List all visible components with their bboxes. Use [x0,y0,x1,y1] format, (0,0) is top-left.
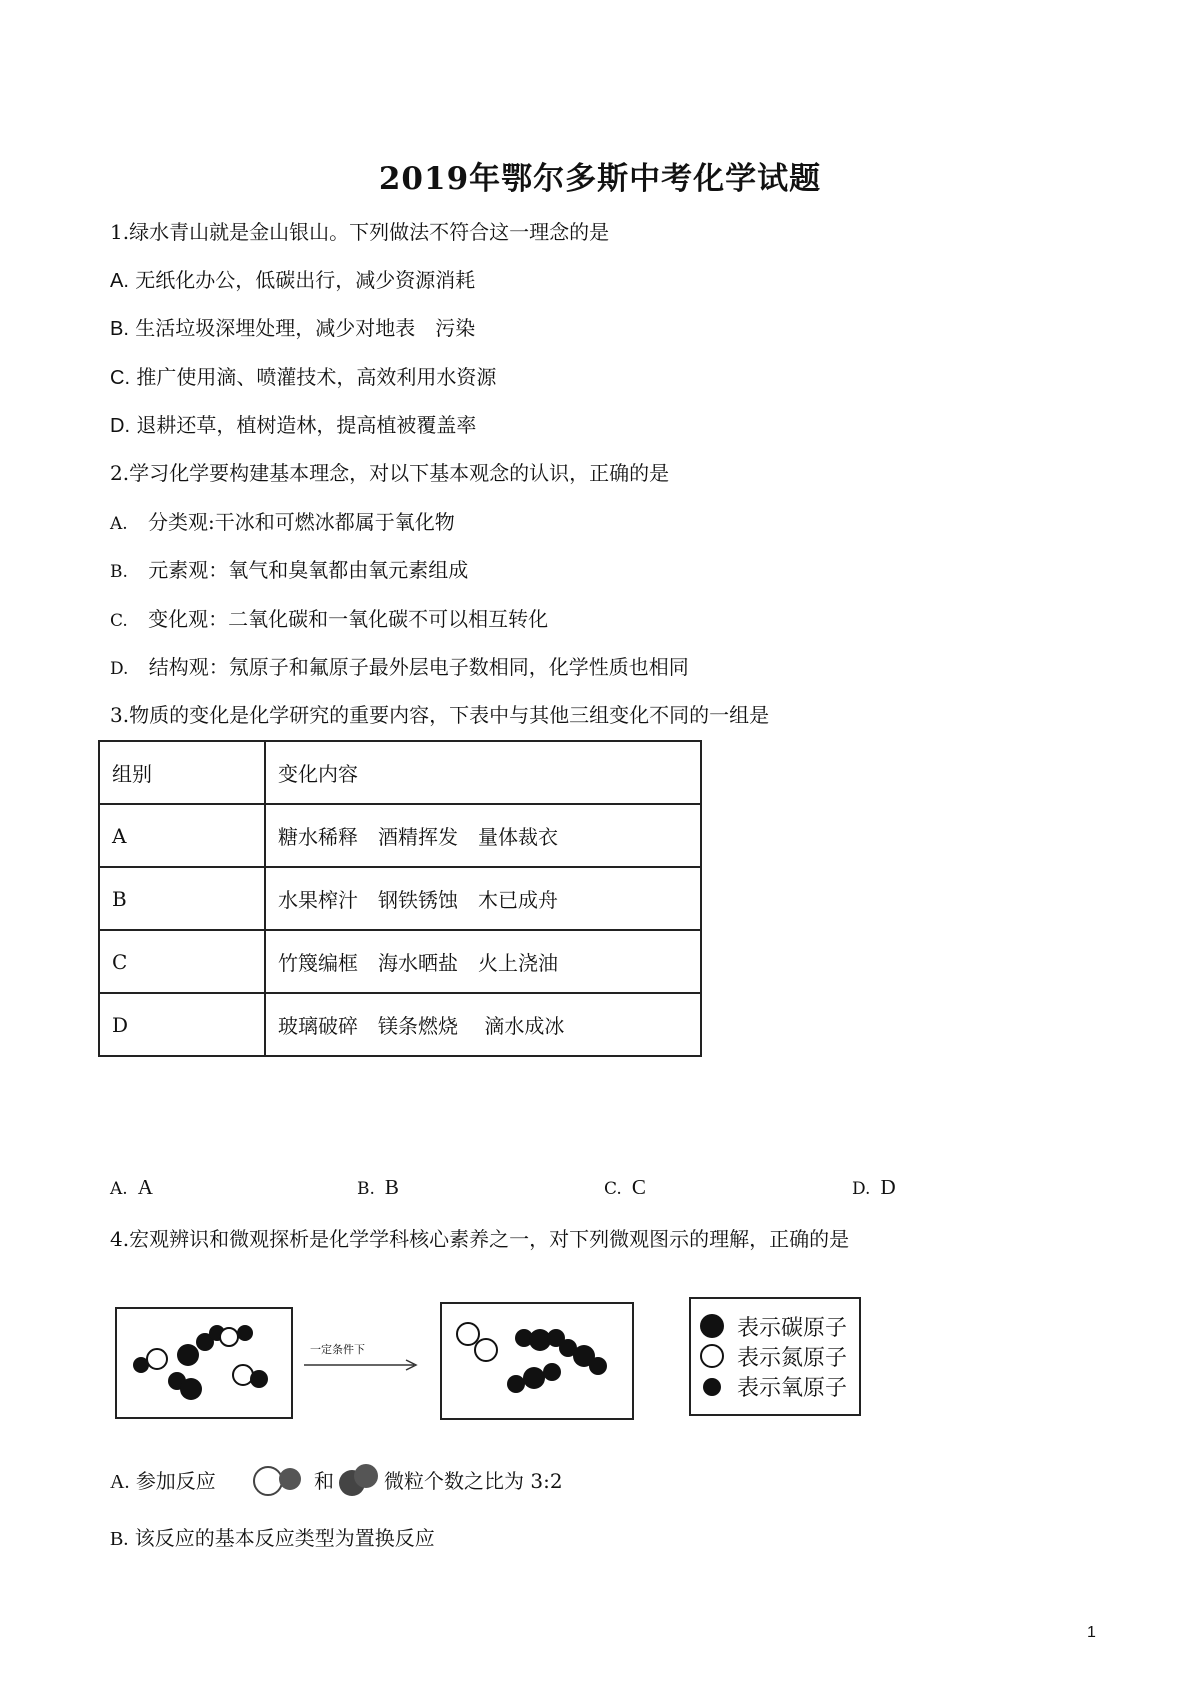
option-key: C. [110,367,130,389]
option-key: B. [110,318,129,340]
question-3-option-b [357,1175,399,1200]
nitrogen-molecule [457,1323,497,1361]
option-text: C [631,1175,646,1199]
products-diagram [440,1302,634,1420]
question-3-option-d [852,1175,896,1200]
reaction-arrow [300,1337,428,1387]
option-text: B [384,1175,399,1199]
carbon-oxygen-molecule [168,1372,202,1400]
table-row [99,930,701,993]
arrow-label: 一定条件下 [310,1343,365,1356]
question-2-option-a [110,508,455,538]
option-text: 退耕还草，植树造林，提高植被覆盖率 [136,413,477,437]
table-row [99,804,701,867]
question-1-option-b [110,314,475,343]
option-text-pre: 参加反应 [135,1469,216,1493]
option-key: C. [110,611,128,631]
question-2-option-b [110,556,468,586]
option-key: B. [357,1179,375,1199]
black-small-circle-icon [697,1373,727,1399]
legend-item-carbon [697,1311,857,1339]
question-3-stem: 3.物质的变化是化学研究的重要内容，下表中与其他三组变化不同的一组是 [110,703,770,727]
question-2-option-c [110,605,548,635]
option-key: D. [110,659,129,679]
question-1-option-c [110,363,496,392]
question-1-option-a [110,266,475,295]
question-1-option-d [110,411,476,440]
atom-legend [689,1297,861,1416]
option-text: 该反应的基本反应类型为置换反应 [134,1526,435,1550]
reactants-diagram [115,1307,293,1419]
legend-label: 表示氮原子 [737,1346,848,1371]
carbon-dioxide-molecule [507,1363,561,1393]
table-cell: D [99,993,265,1056]
legend-label: 表示氧原子 [737,1376,848,1401]
table-cell: A [99,804,265,867]
carbon-monoxide-molecule-icon [334,1460,380,1500]
question-2-stem: 2.学习化学要构建基本理念，对以下基本观念的认识，正确的是 [110,461,670,485]
option-text: 结构观：氖原子和氟原子最外层电子数相同，化学性质也相同 [148,655,689,679]
question-2-option-d [110,653,689,683]
option-key: B. [110,562,128,582]
option-text: D [880,1175,896,1199]
nitrogen-oxygen-molecule [233,1365,268,1388]
legend-item-oxygen [697,1371,857,1399]
arrow-icon [300,1355,428,1375]
question-4-stem: 4.宏观辨识和微观探析是化学学科核心素养之一，对下列微观图示的理解，正确的是 [110,1227,850,1251]
page-title: 2019年鄂尔多斯中考化学试题 [378,161,822,197]
carbon-oxygen-molecule [177,1325,225,1366]
option-key: D. [852,1179,871,1199]
page-number: 1 [1087,1624,1096,1641]
change-table [98,740,702,1057]
table-cell: 竹篾编框 海水晒盐 火上浇油 [265,930,701,993]
table-cell: 水果榨汁 钢铁锈蚀 木已成舟 [265,867,701,930]
carbon-dioxide-molecule [515,1329,565,1351]
white-circle-icon [697,1343,727,1369]
reactant-molecules [117,1309,291,1417]
option-text-post: 微粒个数之比为 3:2 [384,1469,563,1493]
carbon-dioxide-molecule [559,1339,607,1375]
legend-label: 表示碳原子 [737,1316,848,1341]
option-text: 生活垃圾深埋处理，减少对地表 污染 [135,316,476,340]
legend-item-nitrogen [697,1341,857,1369]
table-row [99,867,701,930]
table-cell: 玻璃破碎 镁条燃烧 滴水成冰 [265,993,701,1056]
option-text: 元素观：氧气和臭氧都由氧元素组成 [148,558,469,582]
table-cell: 糖水稀释 酒精挥发 量体裁衣 [265,804,701,867]
option-text-mid: 和 [314,1469,334,1493]
table-cell: C [99,930,265,993]
option-text: 推广使用滴、喷灌技术，高效利用水资源 [136,365,497,389]
option-key: A. [110,1471,130,1493]
option-key: D. [110,415,130,437]
question-4-option-b [110,1524,435,1553]
question-3-option-a [110,1175,153,1200]
question-1-stem: 1.绿水青山就是金山银山。下列做法不符合这一理念的是 [110,220,610,244]
option-text: A [137,1175,153,1199]
question-4-option-a [110,1467,216,1496]
option-key: A. [110,514,128,534]
table-cell: B [99,867,265,930]
black-large-circle-icon [697,1313,727,1339]
option-key: C. [604,1179,622,1199]
white-pair-molecule [220,1325,253,1346]
table-row [99,993,701,1056]
option-key: A. [110,270,129,292]
option-key: A. [110,1179,128,1199]
option-text: 分类观:干冰和可燃冰都属于氧化物 [148,510,455,534]
option-key: B. [110,1528,129,1550]
question-3-option-c [604,1175,646,1200]
option-text: 无纸化办公，低碳出行，减少资源消耗 [135,268,476,292]
table-header-row [99,741,701,804]
table-header-cell: 变化内容 [265,741,701,804]
table-header-cell: 组别 [99,741,265,804]
product-molecules [442,1304,632,1418]
option-text: 变化观：二氧化碳和一氧化碳不可以相互转化 [148,607,549,631]
nitrogen-oxygen-molecule [133,1349,167,1373]
nitrogen-oxide-molecule-icon [248,1462,310,1500]
